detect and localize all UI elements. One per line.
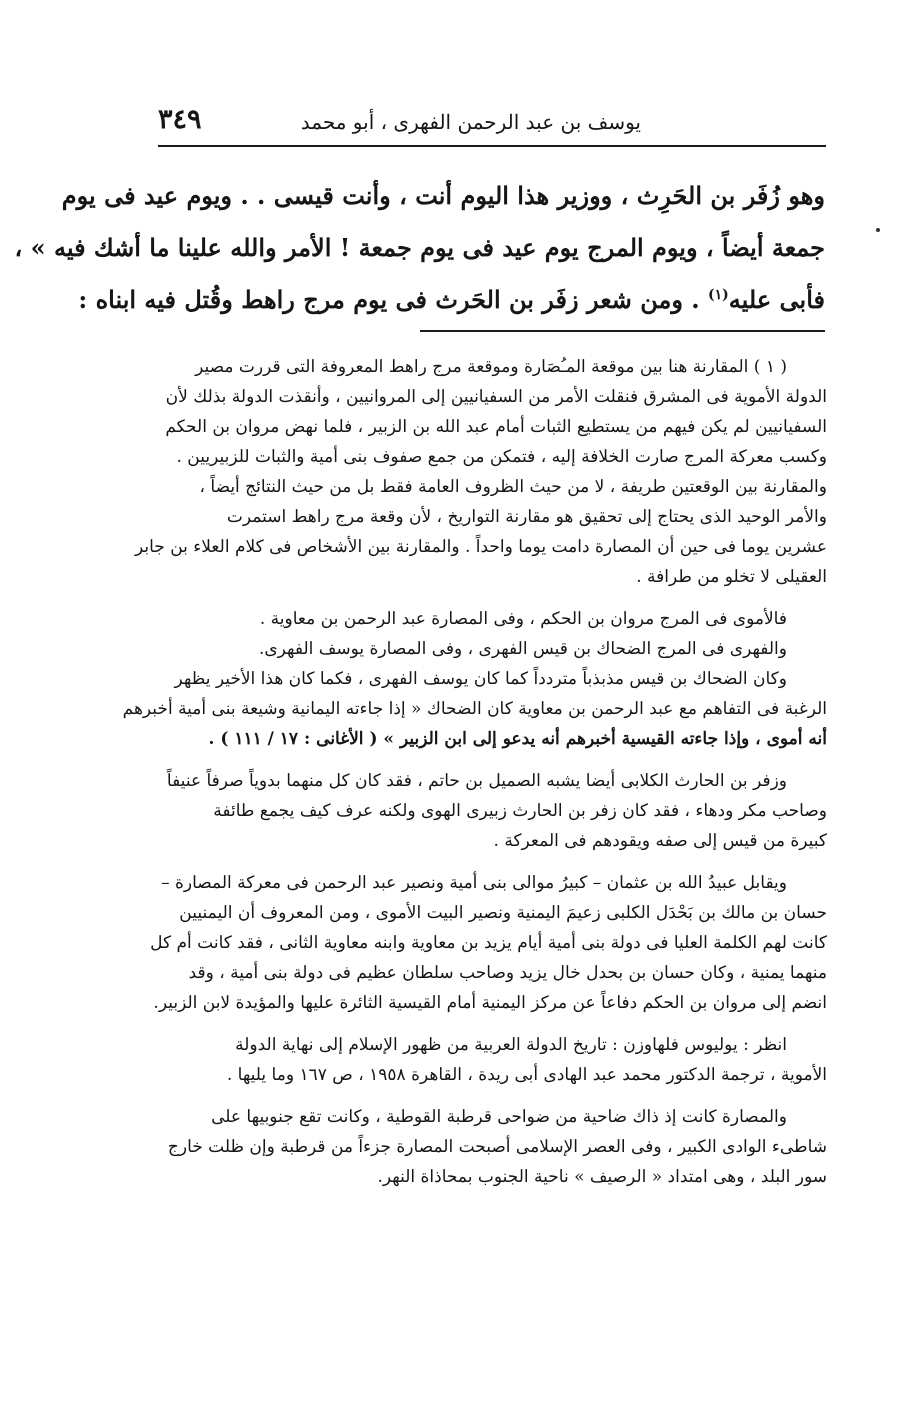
footnote-line: كانت لهم الكلمة العليا فى دولة بنى أمية أيام يزيد بن معاوية وابنه معاوية الثانى ، فقد كانت أم كل (150, 933, 827, 953)
footnote-line: السفيانيين لم يكن فيهم من يستطيع الثبات أمام عبد الله بن الزبير ، فلما نهض مروان بن الحكم (165, 417, 827, 437)
footnote-line: انظر : يوليوس فلهاوزن : تاريخ الدولة العربية من ظهور الإسلام إلى نهاية الدولة (235, 1035, 787, 1055)
paragraph-gap (165, 856, 827, 868)
page-number: ٣٤٩ (158, 104, 202, 135)
footnote-line: حسان بن مالك بن بَحْدَل الكلبى زعيمَ اليمنية ونصير البيت الأموى ، ومن المعروف أن اليمنيين (179, 903, 827, 923)
footnote-line: وصاحب مكر ودهاء ، فقد كان زفر بن الحارث زبيرى الهوى ولكنه عرف كيف يجمع طائفة (213, 801, 827, 821)
main-text (14, 170, 825, 326)
page-header (158, 102, 826, 142)
footnote-line: منهما يمنية ، وكان حسان بن بحدل خال يزيد وصاحب سلطان عظيم فى دولة بنى أمية ، وقد (188, 963, 827, 983)
header-rule (158, 145, 826, 147)
footnote-line: عشرين يوما فى حين أن المصارة دامت يوما واحداً . والمقارنة بين الأشخاص فى كلام العلاء بن جابر (135, 537, 827, 557)
footnote-paragraph (135, 352, 827, 592)
running-title: يوسف بن عبد الرحمن الفهرى ، أبو محمد (300, 110, 641, 134)
main-text-line: جمعة أيضاً ، ويوم المرج يوم عيد فى يوم جمعة ! الأمر والله علينا ما أشك فيه » ، (14, 233, 825, 262)
footnote-line: والفهرى فى المرج الضحاك بن قيس الفهرى ، وفى المصارة يوسف الفهرى. (258, 639, 787, 659)
footnote-line: العقيلى لا تخلو من طرافة . (636, 567, 827, 587)
footnote-paragraph (150, 868, 827, 1018)
footnote-line: انضم إلى مروان بن الحكم دفاعاً عن مركز اليمنية أمام القيسية الثائرة عليها والمؤيدة لابن الزبير. (153, 993, 827, 1013)
paragraph-gap (165, 1018, 827, 1030)
footnote-paragraph (165, 1030, 827, 1090)
scan-speck (876, 228, 880, 232)
footnote-paragraph (122, 664, 827, 754)
main-text-fragment: فأبى عليه (728, 285, 825, 314)
footnote-line: فالأموى فى المرج مروان بن الحكم ، وفى المصارة عبد الرحمن بن معاوية . (259, 609, 787, 629)
footnote-paragraph (165, 1102, 827, 1192)
footnote-line: والأمر الوحيد الذى يحتاج إلى تحقيق هو مقارنة التواريخ ، لأن وقعة مرج راهط استمرت (226, 507, 827, 527)
paragraph-gap (165, 754, 827, 766)
footnote-paragraph (165, 766, 827, 856)
footnote-rule (420, 330, 825, 332)
footnote-line: والمقارنة بين الوقعتين طريفة ، لا من حيث الظروف العامة فقط بل من حيث النتائج أيضاً ، (199, 477, 827, 497)
footnote-line: الدولة الأموية فى المشرق فنقلت الأمر من السفيانيين إلى المروانيين ، وأنقذت الدولة بذلك لأن (165, 387, 827, 407)
footnotes (122, 352, 827, 1192)
footnote-line: أنه أموى ، وإذا جاءته القيسية أخبرهم أنه يدعو إلى ابن الزبير » ( الأغانى : ١٧ / ١١١ ) . (208, 729, 827, 749)
footnote-line: الأموية ، ترجمة الدكتور محمد عبد الهادى أبى ريدة ، القاهرة ١٩٥٨ ، ص ١٦٧ وما يليها . (226, 1065, 827, 1085)
footnote-line: والمصارة كانت إذ ذاك ضاحية من ضواحى قرطبة القوطية ، وكانت تقع جنوبيها على (211, 1107, 787, 1127)
footnote-line: شاطىء الوادى الكبير ، وفى العصر الإسلامى أصبحت المصارة جزءاً من قرطبة وإن ظلت خارج (167, 1137, 827, 1157)
footnote-line: وكسب معركة المرج صارت الخلافة إليه ، فتمكن من جمع صفوف بنى أمية والثبات للزبيريين . (176, 447, 827, 467)
footnote-line: وكان الضحاك بن قيس مذبذباً متردداً كما كان يوسف الفهرى ، فكما كان هذا الأخير يظهر (174, 669, 787, 689)
footnote-reference[interactable]: (١) (708, 287, 729, 303)
footnote-line: وزفر بن الحارث الكلابى أيضا يشبه الصميل بن حاتم ، فقد كان كل منهما بدوياً صرفاً عنيفاً (166, 771, 787, 791)
footnote-line: ( ١ ) المقارنة هنا بين موقعة المـُصَارة وموقعة مرج راهط المعروفة التى قررت مصير (195, 357, 787, 377)
paragraph-gap (165, 1090, 827, 1102)
paragraph-gap (165, 592, 827, 604)
footnote-line: كبيرة من قيس إلى صفه ويقودهم فى المعركة . (493, 831, 827, 851)
footnote-line: ويقابل عبيدُ الله بن عثمان – كبيرُ موالى بنى أمية ونصير عبد الرحمن فى معركة المصارة – (161, 873, 787, 893)
main-text-line: وهو زُفَر بن الحَرِث ، ووزير هذا اليوم أنت ، وأنت قيسى . . ويوم عيد فى يوم (61, 181, 825, 210)
main-text-line (78, 274, 825, 326)
main-text-fragment: . ومن شعر زفَر بن الحَرث فى يوم مرج راهط وقُتل فيه ابناه : (78, 285, 709, 314)
footnote-line: الرغبة فى التفاهم مع عبد الرحمن بن معاوية كان الضحاك « إذا جاءته اليمانية وشيعة بنى أمية أخبرهم (122, 699, 827, 719)
footnote-line: سور البلد ، وهى امتداد « الرصيف » ناحية الجنوب بمحاذاة النهر. (377, 1167, 827, 1187)
footnote-paragraph (165, 604, 827, 664)
